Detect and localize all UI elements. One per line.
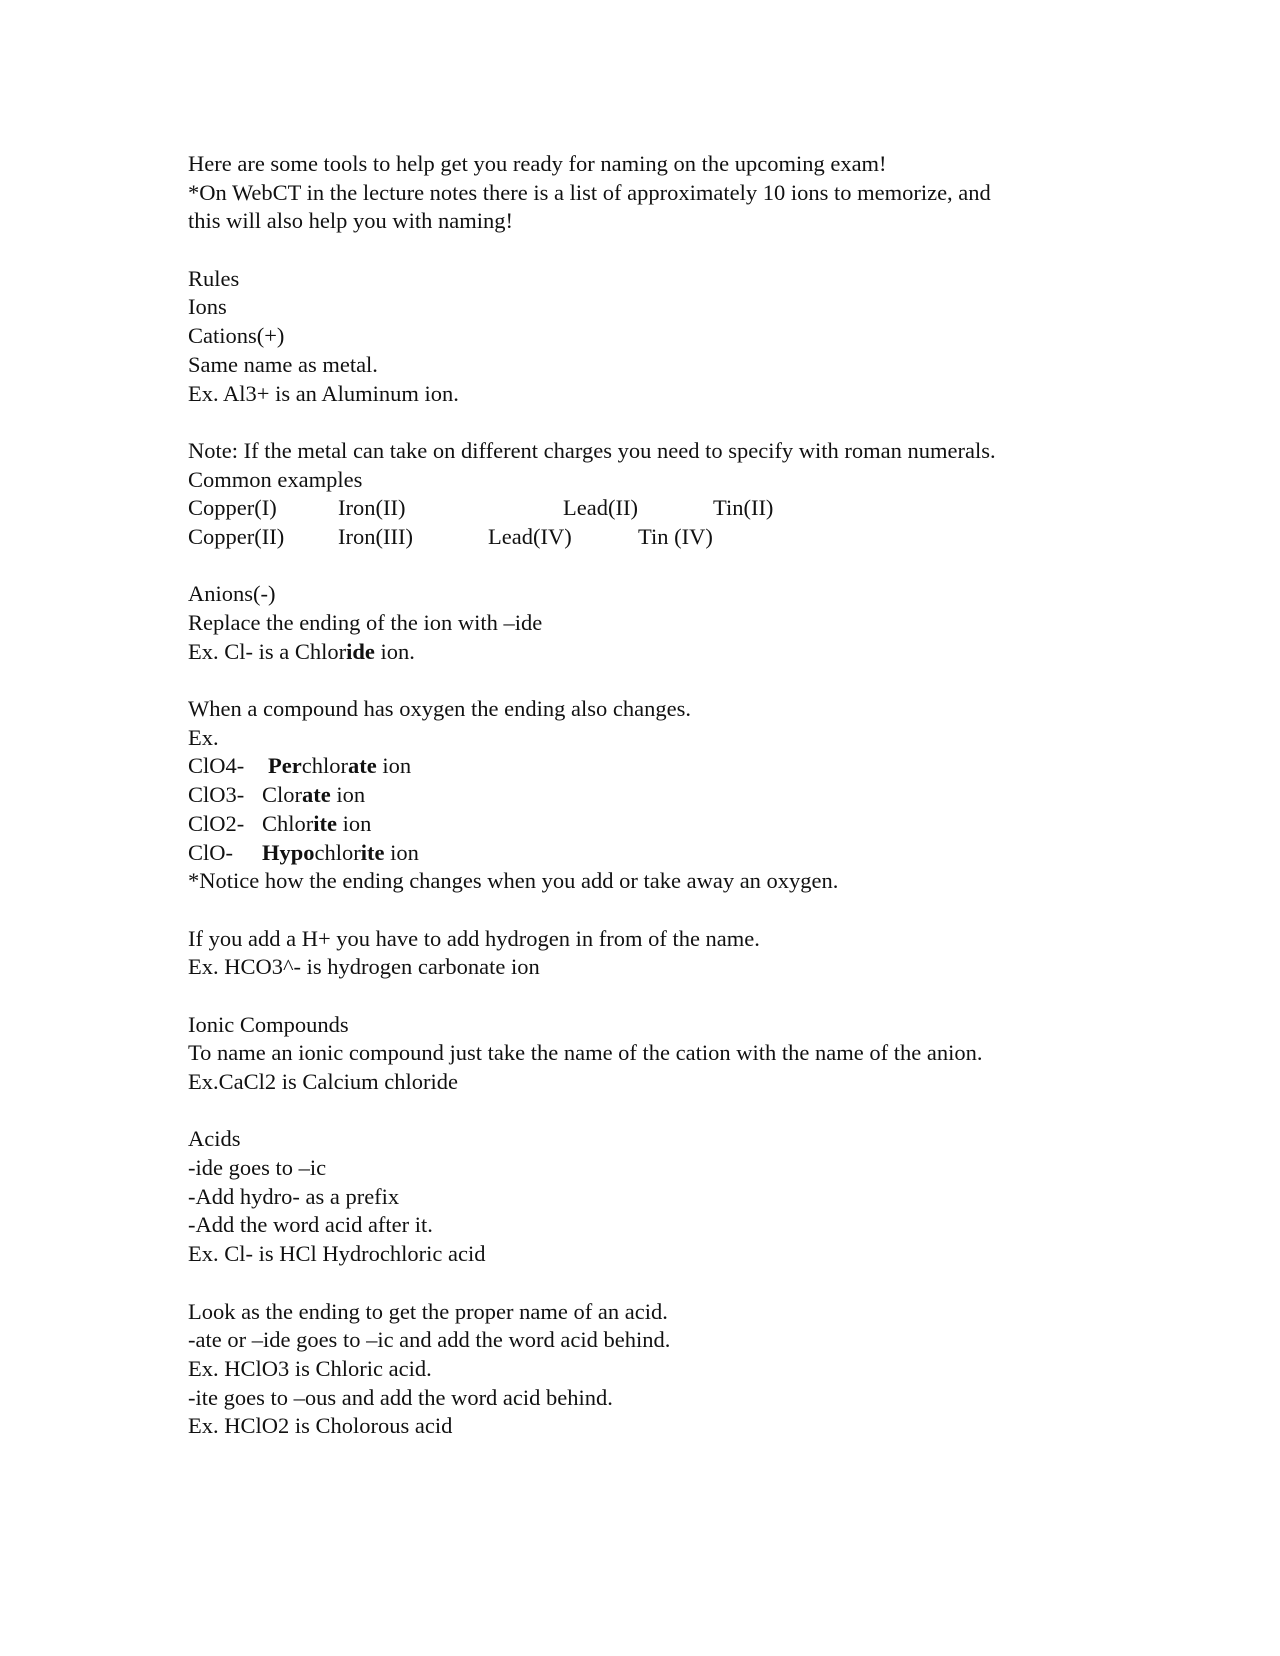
hydrogen-line: If you add a H+ you have to add hydrogen in from of the name. xyxy=(188,925,760,951)
ionic-rule: To name an ionic compound just take the name of the cation with the name of the anion. xyxy=(188,1040,983,1066)
example-copper-ii: Copper(II) xyxy=(188,523,285,549)
oxyanion-row-clo2: ClO2- Chlorite ion xyxy=(188,810,372,836)
acids-rule-2: -Add hydro- as a prefix xyxy=(188,1183,400,1209)
common-examples-heading: Common examples xyxy=(188,466,363,492)
intro-line-3: this will also help you with naming! xyxy=(188,208,513,234)
intro-line-2: *On WebCT in the lecture notes there is a list of approximately 10 ions to memorize, and xyxy=(188,179,991,205)
example-iron-ii: Iron(II) xyxy=(338,495,406,521)
oxyanion-row-clo: ClO- Hypochlorite ion xyxy=(188,839,419,865)
oxyanion-row-clo3: ClO3- Clorate ion xyxy=(188,782,366,808)
example-tin-iv: Tin (IV) xyxy=(638,523,713,549)
acids-heading: Acids xyxy=(188,1126,241,1152)
examples-row-2 xyxy=(188,523,1128,552)
anions-example: Ex. Cl- is a Chloride ion. xyxy=(188,638,415,664)
oxygen-notice: *Notice how the ending changes when you add or take away an oxygen. xyxy=(188,868,839,894)
ending-line-3: Ex. HClO3 is Chloric acid. xyxy=(188,1355,432,1381)
ending-line-5: Ex. HClO2 is Cholorous acid xyxy=(188,1413,453,1439)
acids-example: Ex. Cl- is HCl Hydrochloric acid xyxy=(188,1241,486,1267)
hydrogen-example: Ex. HCO3^- is hydrogen carbonate ion xyxy=(188,954,540,980)
ionic-example: Ex.CaCl2 is Calcium chloride xyxy=(188,1069,458,1094)
oxygen-line: When a compound has oxygen the ending also changes. xyxy=(188,696,691,722)
example-lead-ii: Lead(II) xyxy=(563,495,638,521)
example-tin-ii: Tin(II) xyxy=(713,495,774,521)
oxygen-ex-label: Ex. xyxy=(188,724,219,750)
ending-line-2: -ate or –ide goes to –ic and add the word acid behind. xyxy=(188,1327,671,1353)
anions-rule: Replace the ending of the ion with –ide xyxy=(188,610,543,635)
cations-rule: Same name as metal. xyxy=(188,351,378,377)
example-lead-iv: Lead(IV) xyxy=(488,523,572,549)
cations-heading: Cations(+) xyxy=(188,323,285,349)
examples-row-1 xyxy=(188,494,1128,523)
anions-heading: Anions(-) xyxy=(188,581,276,607)
cations-example: Ex. Al3+ is an Aluminum ion. xyxy=(188,380,459,406)
note-text: Note: If the metal can take on different charges you need to specify with roman numerals. xyxy=(188,437,996,463)
document-page xyxy=(188,150,1128,1441)
acids-rule-1: -ide goes to –ic xyxy=(188,1155,327,1181)
acids-rule-3: -Add the word acid after it. xyxy=(188,1212,433,1238)
ionic-heading: Ionic Compounds xyxy=(188,1011,349,1037)
intro-line-1: Here are some tools to help get you ready for naming on the upcoming exam! xyxy=(188,151,887,176)
ending-line-1: Look as the ending to get the proper name of an acid. xyxy=(188,1298,668,1324)
ending-line-4: -ite goes to –ous and add the word acid behind. xyxy=(188,1384,613,1410)
ions-heading: Ions xyxy=(188,294,227,320)
rules-heading: Rules xyxy=(188,265,240,291)
example-copper-i: Copper(I) xyxy=(188,495,277,521)
example-iron-iii: Iron(III) xyxy=(338,523,413,549)
oxyanion-row-clo4: ClO4- Perchlorate ion xyxy=(188,753,412,779)
